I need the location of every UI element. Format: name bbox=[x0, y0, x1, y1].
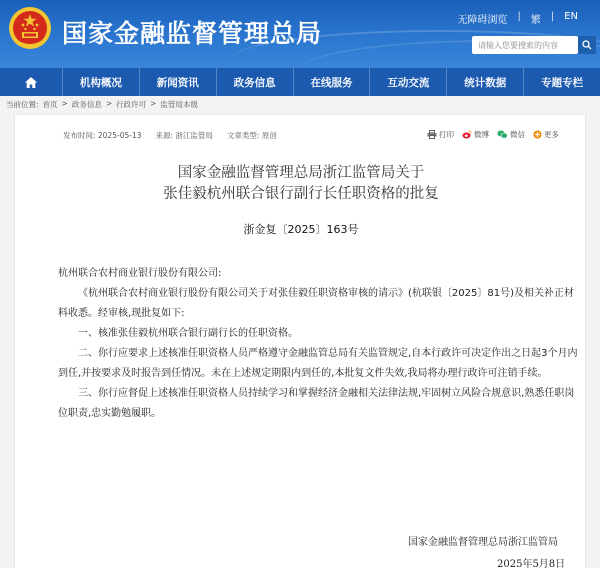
weibo-label: 微博 bbox=[474, 130, 489, 139]
salutation: 杭州联合农村商业银行股份有限公司: bbox=[58, 268, 222, 279]
breadcrumb-separator: > bbox=[105, 99, 113, 108]
nav-home[interactable] bbox=[0, 68, 62, 96]
print-button[interactable] bbox=[427, 129, 454, 140]
wechat-share-button[interactable] bbox=[497, 129, 525, 140]
search-button[interactable] bbox=[578, 36, 596, 54]
top-link-separator: | bbox=[517, 11, 521, 22]
paragraph-1: 一、核准张佳毅杭州联合银行副行长的任职资格。 bbox=[78, 328, 298, 339]
publish-date: 发布时间: 2025-05-13 bbox=[63, 131, 142, 140]
article-title-line-2: 张佳毅杭州联合银行副行长任职资格的批复 bbox=[163, 186, 439, 202]
english-link[interactable]: EN bbox=[564, 11, 578, 22]
share-bar bbox=[427, 129, 559, 140]
home-icon bbox=[24, 76, 38, 89]
more-share-button[interactable] bbox=[533, 129, 559, 140]
signature-organization: 国家金融监督管理总局浙江监管局 bbox=[408, 537, 558, 548]
traditional-chinese-link[interactable]: 繁 bbox=[530, 15, 541, 26]
site-title[interactable]: 国家金融监督管理总局 bbox=[62, 19, 323, 48]
breadcrumb-home[interactable]: 首页 bbox=[42, 100, 58, 109]
top-links bbox=[457, 11, 578, 26]
search-icon bbox=[582, 40, 592, 50]
site-header bbox=[0, 0, 600, 68]
breadcrumb-separator: > bbox=[150, 99, 157, 108]
breadcrumb-label: 当前位置: bbox=[6, 100, 39, 109]
main-nav bbox=[0, 68, 600, 96]
document-number: 浙金复〔2025〕163号 bbox=[243, 223, 359, 236]
nav-item-news[interactable]: 新闻资讯 bbox=[139, 68, 216, 96]
printer-icon bbox=[427, 130, 437, 139]
article-source: 来源: 浙江监管局 bbox=[155, 131, 213, 140]
breadcrumb bbox=[6, 99, 198, 110]
nav-item-about[interactable]: 机构概况 bbox=[62, 68, 139, 96]
more-label: 更多 bbox=[544, 130, 559, 139]
plus-icon bbox=[533, 130, 542, 139]
nav-item-special-topics[interactable]: 专题专栏 bbox=[523, 68, 600, 96]
signature-date: 2025年5月8日 bbox=[497, 559, 566, 568]
wechat-label: 微信 bbox=[510, 130, 525, 139]
article-title-line-1: 国家金融监督管理总局浙江监管局关于 bbox=[177, 165, 425, 181]
breadcrumb-admin-license[interactable]: 行政许可 bbox=[116, 100, 147, 109]
nav-item-statistics[interactable]: 统计数据 bbox=[446, 68, 523, 96]
paragraph-2: 二、你行应要求上述核准任职资格人员严格遵守金融监管总局有关监管规定,自本行政许可决定作出之日起3个月内到任,并按要求及时报告到任情况。未在上述规定期限内到任的,本批复文件失效,我局将办理行政许可注销手续。 bbox=[58, 348, 578, 379]
nav-item-interaction[interactable]: 互动交流 bbox=[369, 68, 446, 96]
breadcrumb-separator: > bbox=[61, 99, 68, 108]
print-label: 打印 bbox=[439, 130, 454, 139]
breadcrumb-government-info[interactable]: 政务信息 bbox=[71, 100, 102, 109]
article-container bbox=[14, 114, 586, 568]
article-type: 文章类型: 原创 bbox=[226, 131, 277, 140]
weibo-share-button[interactable] bbox=[462, 129, 489, 140]
accessibility-link[interactable]: 无障碍浏览 bbox=[457, 15, 508, 26]
article-title bbox=[15, 163, 587, 205]
nav-item-online-services[interactable]: 在线服务 bbox=[293, 68, 370, 96]
nav-item-government-info[interactable]: 政务信息 bbox=[216, 68, 293, 96]
search-input[interactable]: 请输入您要搜索的内容 bbox=[472, 36, 578, 54]
wechat-icon bbox=[497, 130, 508, 139]
article-meta bbox=[63, 130, 277, 141]
paragraph-intro: 《杭州联合农村商业银行股份有限公司关于对张佳毅任职资格审核的请示》(杭联银〔2025〕81号)及相关补正材料收悉。经审核,现批复如下: bbox=[58, 288, 574, 319]
breadcrumb-bureau-level[interactable]: 监管局本级 bbox=[160, 100, 198, 109]
top-link-separator: | bbox=[550, 11, 555, 22]
article-body bbox=[58, 264, 580, 424]
weibo-icon bbox=[462, 130, 472, 139]
national-emblem-icon[interactable] bbox=[7, 5, 53, 51]
paragraph-3: 三、你行应督促上述核准任职资格人员持续学习和掌握经济金融相关法律法规,牢固树立风险合规意识,熟悉任职岗位职责,忠实勤勉履职。 bbox=[58, 388, 575, 419]
